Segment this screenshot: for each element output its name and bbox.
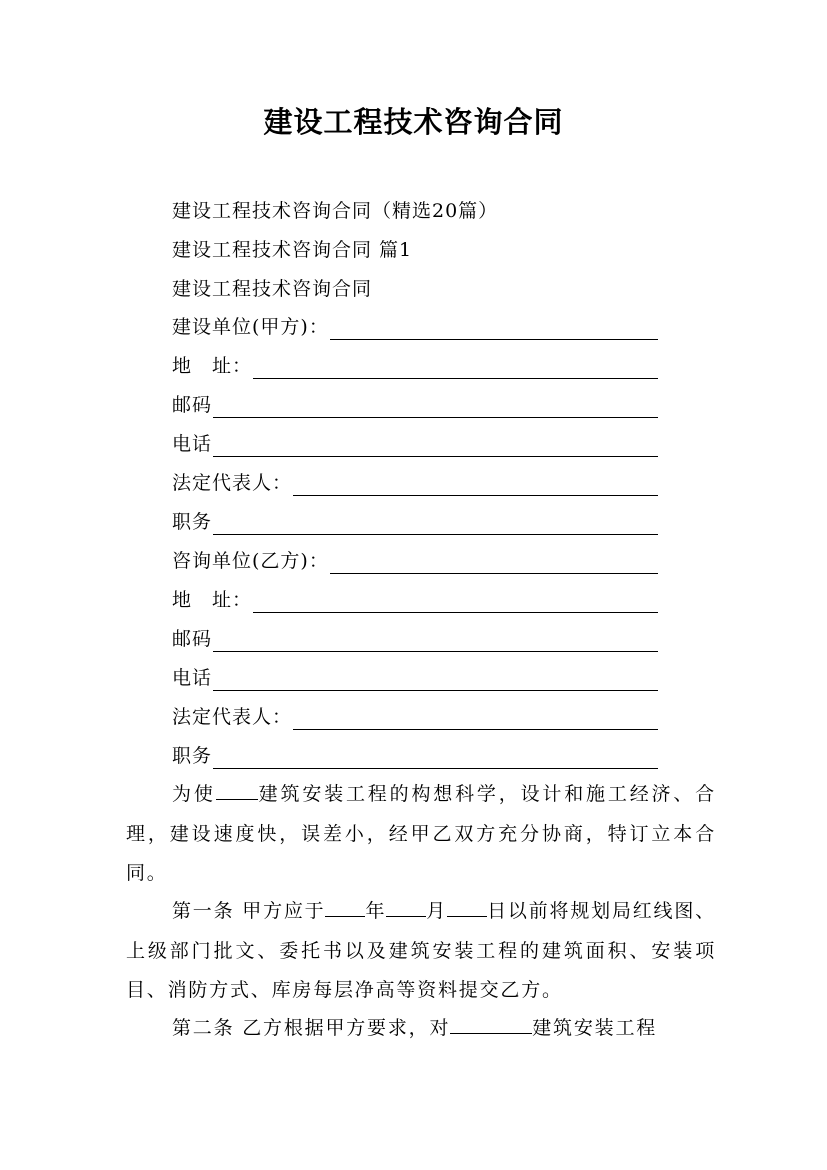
party-b-address-field bbox=[172, 587, 658, 613]
document-title: 建设工程技术咨询合同 bbox=[263, 105, 564, 139]
party-b-unit-field bbox=[172, 548, 658, 574]
party-b-address-blank bbox=[253, 592, 658, 613]
preamble-part1: 为使 bbox=[172, 783, 216, 805]
party-a-address-blank bbox=[253, 358, 658, 379]
party-a-position-field bbox=[172, 509, 658, 535]
article-2-paragraph bbox=[126, 1009, 716, 1049]
article-1-part2: 日以前将规划局红线图、上级部门批文、委托书以及建筑安装工程的建筑面积、安装项目、消防方式、库房每层净高等资料提交乙方。 bbox=[126, 900, 716, 1001]
party-a-legal-rep-blank bbox=[293, 475, 658, 496]
article-2-blank bbox=[450, 1015, 532, 1034]
party-a-postcode-label: 邮码 bbox=[172, 394, 213, 416]
preamble-part2: 建筑安装工程的构想科学，设计和施工经济、合理，建设速度快，误差小，经甲乙双方充分协商，特订立本合同。 bbox=[126, 783, 716, 884]
party-b-position-label: 职务 bbox=[172, 745, 213, 767]
article-1-part1: 第一条 甲方应于 bbox=[172, 900, 326, 922]
party-a-unit-field bbox=[172, 314, 658, 340]
party-a-phone-field bbox=[172, 431, 658, 457]
article-1-paragraph bbox=[126, 892, 716, 1011]
party-b-address-label: 地 址： bbox=[172, 589, 253, 611]
party-a-postcode-field bbox=[172, 392, 658, 418]
party-b-legal-rep-blank bbox=[293, 709, 658, 730]
contract-heading: 建设工程技术咨询合同 bbox=[172, 278, 373, 300]
party-b-unit-label: 咨询单位(乙方)： bbox=[172, 550, 329, 572]
article-2-part1: 第二条 乙方根据甲方要求，对 bbox=[172, 1017, 451, 1039]
party-a-position-blank bbox=[213, 514, 658, 535]
party-a-legal-rep-field bbox=[172, 470, 658, 496]
party-b-position-field bbox=[172, 743, 658, 769]
party-b-legal-rep-label: 法定代表人： bbox=[172, 706, 293, 728]
party-b-phone-blank bbox=[213, 670, 658, 691]
party-b-postcode-label: 邮码 bbox=[172, 628, 213, 650]
party-b-unit-blank bbox=[330, 553, 658, 574]
chapter-heading: 建设工程技术咨询合同 篇1 bbox=[172, 239, 413, 261]
article-1-month-blank bbox=[386, 898, 426, 917]
party-a-phone-label: 电话 bbox=[172, 433, 213, 455]
party-a-address-label: 地 址： bbox=[172, 355, 253, 377]
party-a-legal-rep-label: 法定代表人： bbox=[172, 472, 293, 494]
document-subtitle: 建设工程技术咨询合同（精选20篇） bbox=[172, 200, 499, 222]
party-b-phone-label: 电话 bbox=[172, 667, 213, 689]
article-1-year: 年 bbox=[365, 900, 387, 922]
party-a-address-field bbox=[172, 353, 658, 379]
party-b-postcode-blank bbox=[213, 631, 658, 652]
preamble-blank bbox=[216, 781, 258, 800]
party-b-position-blank bbox=[213, 748, 658, 769]
preamble-paragraph bbox=[126, 775, 716, 894]
party-a-postcode-blank bbox=[213, 397, 658, 418]
article-1-year-blank bbox=[325, 898, 365, 917]
party-a-phone-blank bbox=[213, 436, 658, 457]
party-b-phone-field bbox=[172, 665, 658, 691]
article-1-day-blank bbox=[447, 898, 487, 917]
party-a-position-label: 职务 bbox=[172, 511, 213, 533]
party-a-unit-blank bbox=[330, 319, 658, 340]
article-2-part2: 建筑安装工程 bbox=[532, 1017, 658, 1039]
party-a-unit-label: 建设单位(甲方)： bbox=[172, 316, 329, 338]
article-1-month: 月 bbox=[426, 900, 448, 922]
party-b-legal-rep-field bbox=[172, 704, 658, 730]
party-b-postcode-field bbox=[172, 626, 658, 652]
